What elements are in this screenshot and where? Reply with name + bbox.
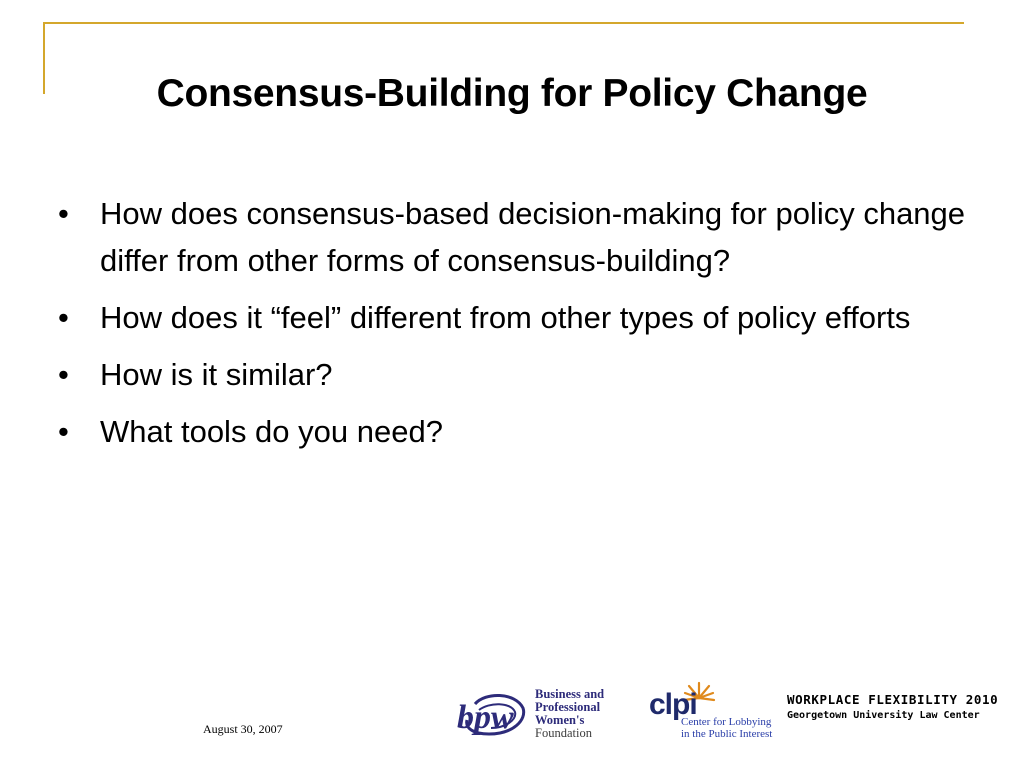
bpw-logo-text xyxy=(535,688,604,740)
bullet-text: How is it similar? xyxy=(100,357,333,392)
clpi-tagline-line: Center for Lobbying xyxy=(681,716,772,728)
slide-title: Consensus-Building for Policy Change xyxy=(156,72,868,115)
bpw-mark-text: bpw xyxy=(457,699,514,736)
bullet-marker: • xyxy=(58,300,69,335)
bullet-item xyxy=(58,408,978,455)
bpw-line: Business and xyxy=(535,687,605,701)
bullet-text: How does it “feel” different from other types of policy efforts xyxy=(100,300,911,335)
clpi-tagline xyxy=(681,716,772,740)
wf-title: WORKPLACE FLEXIBILITY 2010 xyxy=(787,692,999,707)
clpi-logo xyxy=(645,680,790,744)
clpi-wordmark: clpi xyxy=(649,688,697,721)
footer-date: August 30, 2007 xyxy=(203,722,283,736)
bullet-marker: • xyxy=(58,357,69,392)
bpw-line: Professional xyxy=(535,700,601,714)
bullet-list xyxy=(58,190,978,465)
bpw-line: Foundation xyxy=(535,726,592,740)
bullet-marker: • xyxy=(58,414,69,449)
bpw-line: Women's xyxy=(535,713,585,727)
bullet-marker: • xyxy=(58,196,69,231)
bullet-item xyxy=(58,351,978,398)
clpi-tagline-line: in the Public Interest xyxy=(681,728,773,740)
bullet-item xyxy=(58,190,978,284)
bullet-item xyxy=(58,294,978,341)
wf-subtitle: Georgetown University Law Center xyxy=(787,710,980,721)
workplace-flexibility-logo xyxy=(787,692,1007,721)
bpw-foundation-logo xyxy=(455,688,645,744)
bpw-logo-mark-icon xyxy=(455,690,527,742)
bullet-text: What tools do you need? xyxy=(100,414,443,449)
bullet-text: How does consensus-based decision-making for policy change differ from other forms of consensus-building? xyxy=(100,196,966,278)
slide-frame-top-rule xyxy=(43,22,964,24)
